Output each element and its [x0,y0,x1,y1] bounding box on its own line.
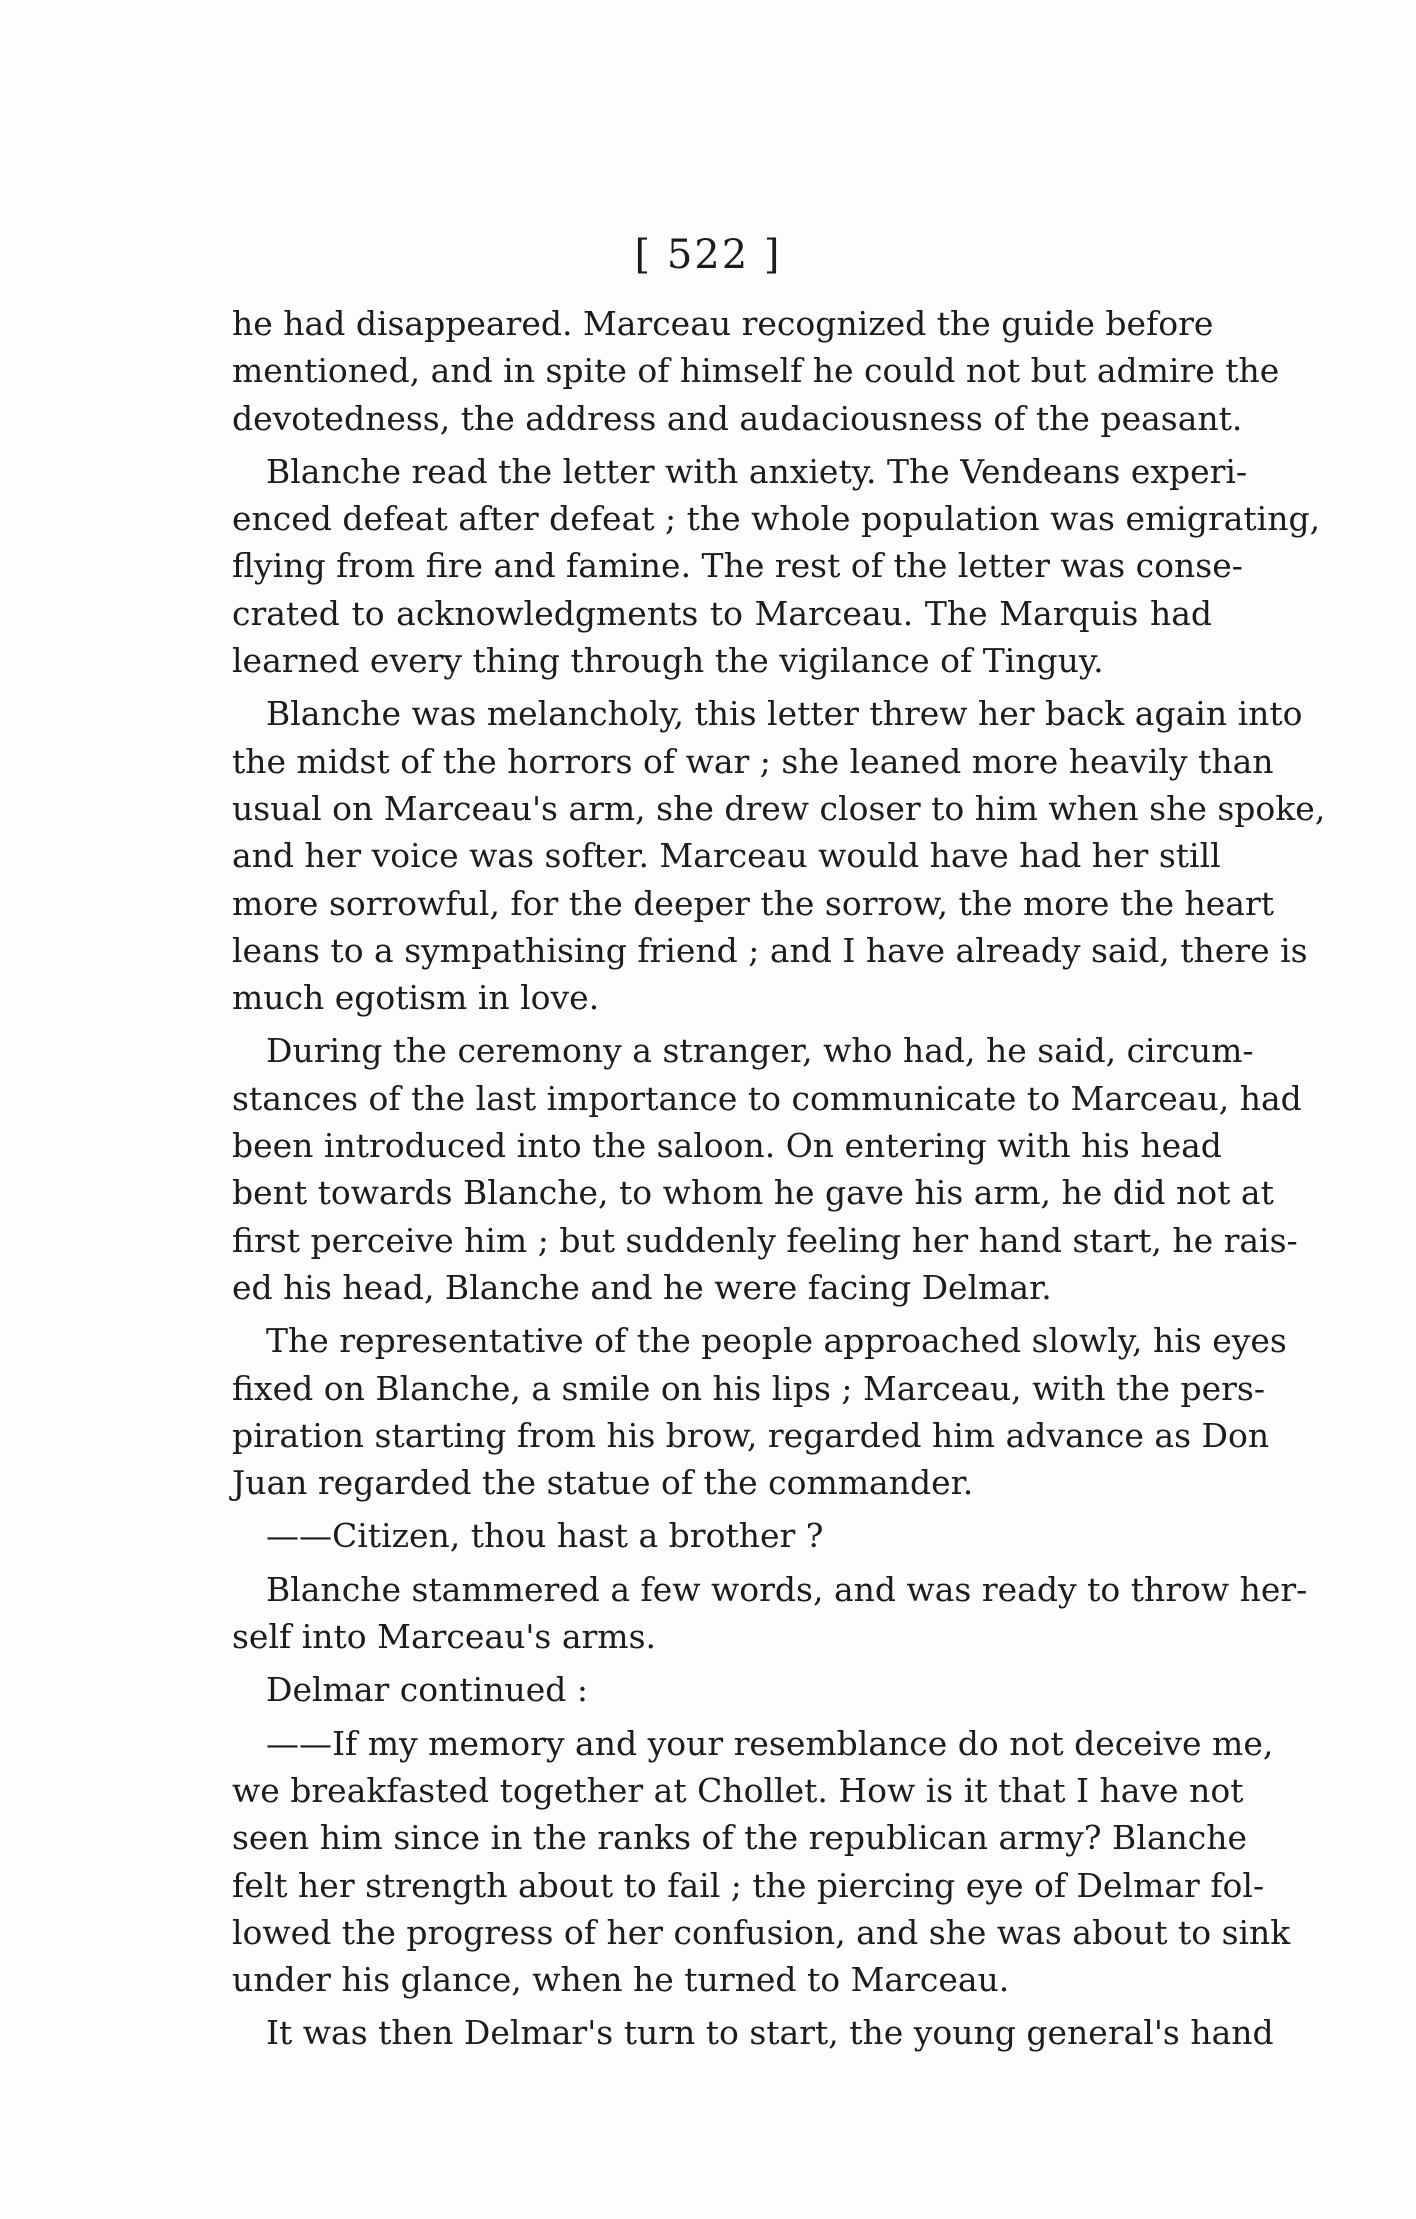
text-line: mentioned, and in spite of himself he could not but admire the [232,351,1280,391]
text-line: bent towards Blanche, to whom he gave his arm, he did not at [232,1173,1274,1213]
text-line: Delmar continued : [266,1670,588,1710]
text-line: devotedness, the address and audaciousness of the peasant. [232,398,1243,438]
text-line: Blanche read the letter with anxiety. The Vendeans experi- [266,451,1248,491]
text-line: first perceive him ; but suddenly feeling her hand start, he rais- [232,1220,1298,1260]
text-line: ed his head, Blanche and he were facing Delmar. [232,1267,1052,1307]
page-number: [ 522 ] [634,232,782,278]
text-line: ——Citizen, thou hast a brother ? [266,1516,824,1556]
body-text [232,300,1326,2057]
text-line: piration starting from his brow, regarded him advance as Don [232,1415,1270,1455]
text-line: flying from fire and famine. The rest of the letter was conse- [232,546,1243,586]
text-line: he had disappeared. Marceau recognized the guide before [232,304,1214,343]
text-line: Blanche was melancholy, this letter threw her back again into [266,694,1303,734]
text-line: under his glance, when he turned to Marceau. [232,1960,1010,2000]
text-line: usual on Marceau's arm, she drew closer to him when she spoke, [232,788,1326,828]
text-line: fixed on Blanche, a smile on his lips ; Marceau, with the pers- [232,1368,1265,1408]
text-line: The representative of the people approached slowly, his eyes [266,1321,1287,1361]
text-line: seen him since in the ranks of the republican army? Blanche [232,1818,1248,1858]
text-line: more sorrowful, for the deeper the sorrow, the more the heart [232,883,1274,923]
text-line: Blanche stammered a few words, and was ready to throw her- [266,1569,1308,1609]
text-line: leans to a sympathising friend ; and I have already said, there is [232,930,1308,970]
text-line: Juan regarded the statue of the commander. [232,1463,974,1503]
text-line: much egotism in love. [232,978,600,1018]
text-line: the midst of the horrors of war ; she leaned more heavily than [232,741,1274,781]
text-line: we breakfasted together at Chollet. How is it that I have not [232,1770,1244,1810]
text-line: lowed the progress of her confusion, and she was about to sink [232,1912,1291,1952]
text-line: enced defeat after defeat ; the whole population was emigrating, [232,499,1321,539]
text-line: ——If my memory and your resemblance do not deceive me, [266,1723,1274,1763]
text-line: and her voice was softer. Marceau would have had her still [232,836,1221,876]
text-line: been introduced into the saloon. On entering with his head [232,1126,1222,1166]
text-line: During the ceremony a stranger, who had, he said, circum- [266,1031,1254,1071]
text-line: crated to acknowledgments to Marceau. The Marquis had [232,593,1212,633]
text-line: felt her strength about to fail ; the piercing eye of Delmar fol- [232,1865,1265,1905]
text-line: stances of the last importance to communicate to Marceau, had [232,1078,1302,1118]
text-line: learned every thing through the vigilance of Tinguy. [232,641,1104,681]
text-line: It was then Delmar's turn to start, the young general's hand [266,2013,1274,2053]
text-line: self into Marceau's arms. [232,1617,656,1657]
